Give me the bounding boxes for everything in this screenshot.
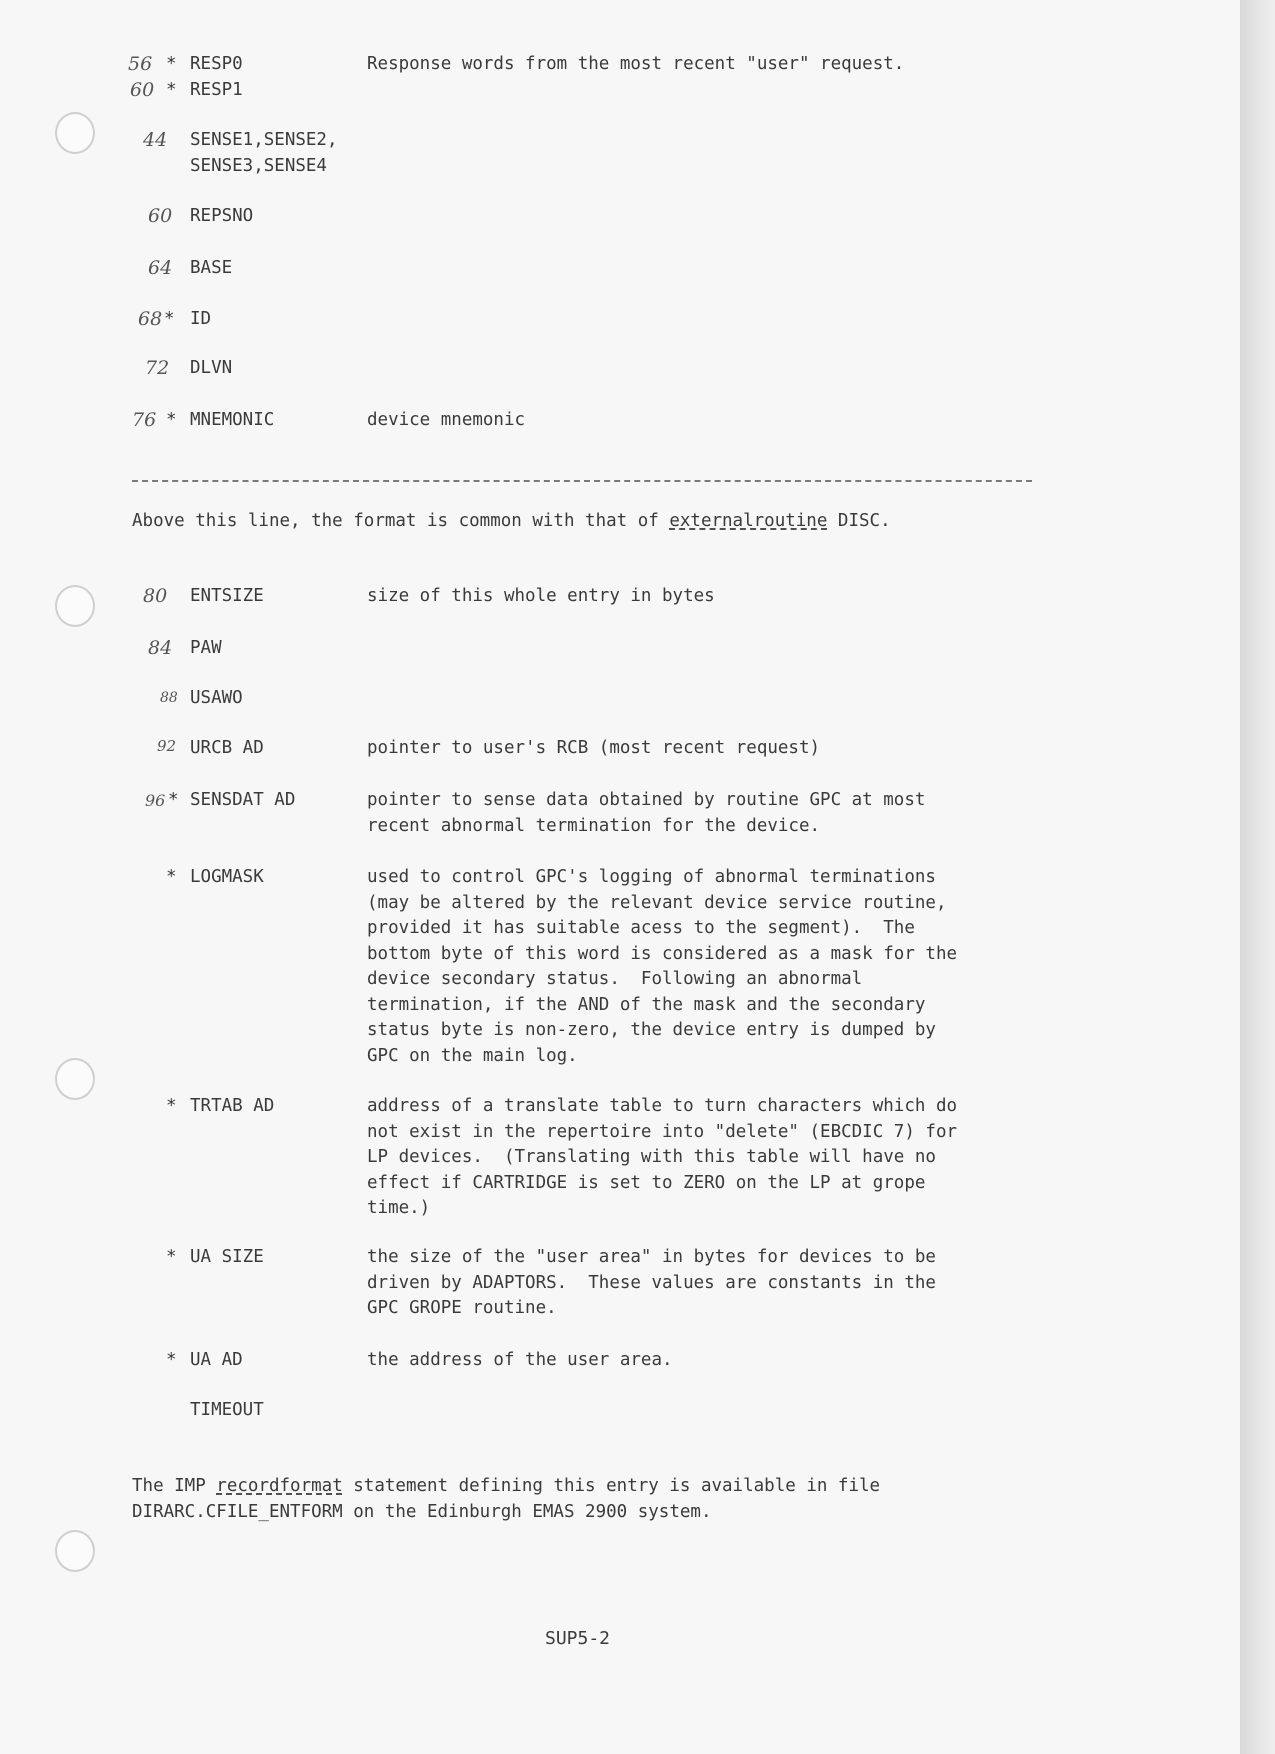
field-description: device mnemonic (367, 410, 526, 430)
field-description: size of this whole entry in bytes (367, 586, 715, 606)
star-marker: * (166, 867, 177, 887)
binder-hole (55, 585, 95, 627)
page-edge-shadow (1240, 0, 1275, 1754)
star-marker: * (164, 309, 175, 329)
star-marker: * (166, 1247, 177, 1267)
binder-hole (55, 112, 95, 154)
field-name: PAW (190, 638, 222, 658)
field-name: TRTAB AD (190, 1096, 275, 1116)
binder-hole (55, 1530, 95, 1572)
field-description: pointer to user's RCB (most recent request) (367, 738, 821, 758)
field-name: LOGMASK (190, 867, 264, 887)
offset-annotation: 44 (143, 129, 168, 151)
star-marker: * (166, 54, 177, 74)
field-name: DLVN (190, 358, 233, 378)
offset-annotation: 60 (130, 79, 155, 101)
field-name: REPSNO (190, 206, 254, 226)
underlined-keyword: recordformat (216, 1476, 343, 1496)
field-name: MNEMONIC (190, 410, 275, 430)
offset-annotation: 64 (148, 257, 173, 279)
field-name: ID (190, 309, 212, 329)
binder-hole (55, 1058, 95, 1100)
offset-annotation: 76 (132, 409, 157, 431)
field-description: the size of the "user area" in bytes for devices to be driven by ADAPTORS. These values are constants in the GPC GROPE routine. (367, 1247, 936, 1318)
field-description: pointer to sense data obtained by routine GPC at most recent abnormal termination for the device. (367, 790, 926, 836)
field-description: Response words from the most recent "user" request. (367, 54, 905, 74)
page-footer: SUP5-2 (545, 1628, 611, 1649)
field-name: BASE (190, 258, 233, 278)
field-description: the address of the user area. (367, 1350, 673, 1370)
offset-annotation: 88 (160, 690, 178, 706)
offset-annotation: 68 (138, 308, 163, 330)
field-name: TIMEOUT (190, 1400, 264, 1420)
field-name: RESP1 (190, 80, 243, 100)
final-note: The IMP recordformat statement defining this entry is available in file DIRARC.CFILE_ENTFORM on the Edinburgh EMAS 2900 system. (132, 1476, 881, 1522)
field-name: SENSDAT AD (190, 790, 296, 810)
field-description: used to control GPC's logging of abnormal terminations (may be altered by the relevant device service routine, provided it has suitable acess to the segment). The bottom byte of this word is considered as a mask for the device secondary status. Following an abnormal termination, if the AND of the mask and the secondary status byte is non-zero, the device entry is dumped by GPC on the main log. (367, 867, 958, 1066)
star-marker: * (166, 80, 177, 100)
field-name: RESP0 (190, 54, 243, 74)
star-marker: * (166, 1096, 177, 1116)
offset-annotation: 80 (143, 585, 168, 607)
separator-line (132, 480, 1032, 482)
field-name: UA SIZE (190, 1247, 264, 1267)
field-name: SENSE1,SENSE2, SENSE3,SENSE4 (190, 130, 338, 176)
offset-annotation: 60 (148, 205, 173, 227)
offset-annotation: 92 (157, 737, 177, 755)
offset-annotation: 84 (148, 637, 173, 659)
offset-annotation: 96 (145, 791, 166, 810)
field-name: USAWO (190, 688, 243, 708)
field-name: URCB AD (190, 738, 264, 758)
offset-annotation: 72 (145, 357, 170, 379)
star-marker: * (166, 1350, 177, 1370)
offset-annotation: 56 (128, 53, 153, 75)
field-name: ENTSIZE (190, 586, 264, 606)
field-name: UA AD (190, 1350, 243, 1370)
separator-note: Above this line, the format is common with that of externalroutine DISC. (132, 511, 891, 531)
underlined-keyword: externalroutine (669, 511, 828, 531)
star-marker: * (168, 790, 179, 810)
star-marker: * (166, 410, 177, 430)
field-description: address of a translate table to turn characters which do not exist in the repertoire into "delete" (EBCDIC 7) for LP devices. (Translating with this table will have no effect if CARTRIDGE is set to ZERO on the LP at grope time.) (367, 1096, 958, 1218)
